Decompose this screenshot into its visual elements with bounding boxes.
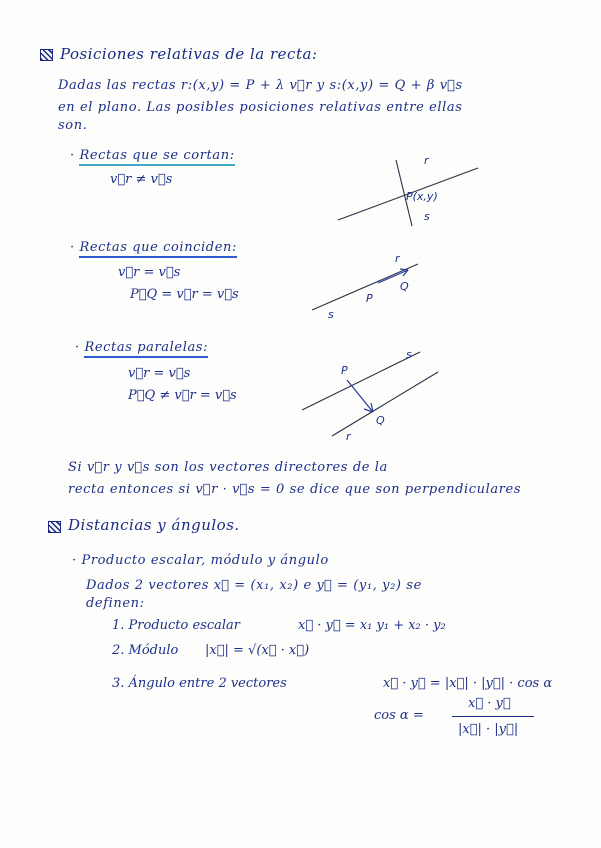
bullet-dot: ·: [70, 240, 80, 255]
case-label-text: Rectas que coinciden:: [79, 240, 237, 258]
intro-line: son.: [58, 118, 88, 133]
diagram-label: r: [395, 252, 400, 265]
definition-line: definen:: [86, 596, 145, 611]
diagram-label: Q: [376, 414, 385, 427]
perpendicular-line: Si v⃗r y v⃗s son los vectores directores de la: [68, 460, 388, 475]
item-label: 3. Ángulo entre 2 vectores: [112, 676, 287, 691]
case-label-text: Rectas paralelas:: [84, 340, 208, 358]
section-title-distances: Distancias y ángulos.: [68, 516, 240, 534]
item-formula: x⃗ · y⃗ = x₁ y₁ + x₂ · y₂: [298, 618, 446, 633]
fraction-bar: [452, 716, 534, 717]
intro-line: Dadas las rectas r:(x,y) = P + λ v⃗r y s:(x,y) = Q + β v⃗s: [58, 78, 463, 93]
section-title-positions: Posiciones relativas de la recta:: [60, 45, 318, 63]
cos-denominator: |x⃗| · |y⃗|: [458, 722, 519, 737]
diagram-label: P: [341, 364, 348, 377]
intro-line: en el plano. Las posibles posiciones relativas entre ellas: [58, 100, 463, 115]
cos-numerator: x⃗ · y⃗: [468, 696, 511, 711]
case-condition: P⃗Q ≠ v⃗r = v⃗s: [128, 388, 237, 403]
vector-pq: [347, 380, 373, 412]
line-s-parallel: [302, 352, 420, 410]
item-formula: x⃗ · y⃗ = |x⃗| · |y⃗| · cos α: [383, 676, 553, 691]
case-condition: v⃗r = v⃗s: [118, 265, 181, 280]
bullet-dot: ·: [70, 148, 80, 163]
diagram-label: s: [328, 308, 334, 321]
subsection-text: Producto escalar, módulo y ángulo: [81, 553, 329, 568]
subsection-title: [72, 553, 329, 568]
item-label: 2. Módulo: [112, 643, 179, 658]
diagram-label: P(x,y): [406, 190, 438, 203]
diagram-label: s: [406, 348, 412, 361]
case-label-text: Rectas que se cortan:: [79, 148, 234, 166]
case-condition: v⃗r = v⃗s: [128, 366, 191, 381]
diagram-label: r: [424, 154, 429, 167]
item-formula: |x⃗| = √(x⃗ · x⃗): [205, 643, 310, 658]
bullet-dot: ·: [75, 340, 85, 355]
item-label: 1. Producto escalar: [112, 618, 241, 633]
diagram-label: P: [366, 292, 373, 305]
hatched-bullet-icon: [48, 521, 61, 533]
diagram-label: s: [424, 210, 430, 223]
case-condition: v⃗r ≠ v⃗s: [110, 172, 173, 187]
diagram-label: r: [346, 430, 351, 443]
perpendicular-line: recta entonces si v⃗r · v⃗s = 0 se dice que son perpendiculares: [68, 482, 522, 497]
diagram-label: Q: [400, 280, 409, 293]
cos-lhs: cos α =: [374, 708, 424, 723]
definition-line: Dados 2 vectores x⃗ = (x₁, x₂) e y⃗ = (y₁, y₂) se: [86, 578, 422, 593]
bullet-dot: ·: [72, 553, 82, 568]
case-condition: P⃗Q = v⃗r = v⃗s: [130, 287, 239, 302]
